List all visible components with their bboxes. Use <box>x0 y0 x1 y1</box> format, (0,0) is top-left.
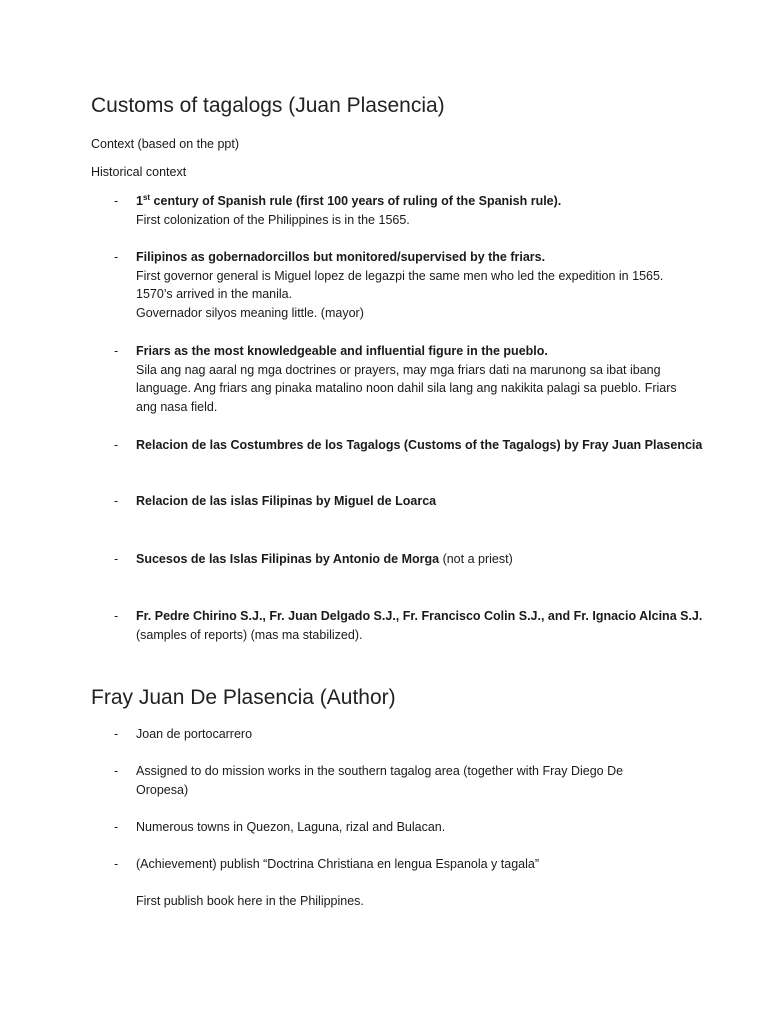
historical-context-label: Historical context <box>91 165 187 179</box>
section-title-author: Fray Juan De Plasencia (Author) <box>91 686 396 709</box>
item-heading-text: century of Spanish rule (first 100 years of ruling of the Spanish rule). <box>150 194 562 208</box>
bullet-dash: - <box>114 820 119 834</box>
item-heading: Friars as the most knowledgeable and influential figure in the pueblo. <box>136 344 548 358</box>
item-heading-bold: Sucesos de las Islas Filipinas by Antonio de Morga <box>136 552 440 566</box>
item-heading <box>136 192 711 211</box>
item-heading: Relacion de las islas Filipinas by Miguel de Loarca <box>136 494 437 508</box>
item-text: Assigned to do mission works in the southern tagalog area (together with Fray Diego De <box>136 764 624 778</box>
item-detail: Governador silyos meaning little. (mayor) <box>136 305 364 320</box>
bullet-dash: - <box>114 727 119 741</box>
bullet-dash: - <box>114 494 119 508</box>
bullet-dash: - <box>114 344 119 358</box>
item-text: Numerous towns in Quezon, Laguna, rizal and Bulacan. <box>136 820 446 834</box>
item-detail: (samples of reports) (mas ma stabilized). <box>136 627 363 642</box>
bullet-dash: - <box>114 764 119 778</box>
bullet-dash: - <box>114 552 119 566</box>
ordinal-number: 1 <box>136 194 143 208</box>
bullet-dash: - <box>114 438 119 452</box>
item-detail: language. Ang friars ang pinaka matalino noon dahil sila lang ang nakikita palagi sa pueblo. Friars <box>136 381 677 395</box>
item-heading <box>136 550 711 569</box>
item-heading: Filipinos as gobernadorcillos but monitored/supervised by the friars. <box>136 250 546 264</box>
bullet-dash: - <box>114 250 119 264</box>
item-heading: Fr. Pedre Chirino S.J., Fr. Juan Delgado S.J., Fr. Francisco Colin S.J., and Fr. Ignacio Alcina S.J. <box>136 609 703 623</box>
ordinal-suffix: st <box>142 192 151 202</box>
item-heading-note: (not a priest) <box>439 552 513 566</box>
item-detail: First governor general is Miguel lopez de legazpi the same men who led the expedition in 1565. <box>136 268 664 283</box>
section-title-customs: Customs of tagalogs (Juan Plasencia) <box>91 94 445 117</box>
item-text: Joan de portocarrero <box>136 727 253 741</box>
item-detail: First colonization of the Philippines is in the 1565. <box>136 212 410 227</box>
item-detail: ang nasa field. <box>136 399 218 414</box>
bullet-dash: - <box>114 194 119 208</box>
item-detail: 1570’s arrived in the manila. <box>136 287 293 301</box>
item-text: (Achievement) publish “Doctrina Christiana en lengua Espanola y tagala” <box>136 857 539 871</box>
item-text: Oropesa) <box>136 782 189 797</box>
item-note: First publish book here in the Philippines. <box>136 894 364 908</box>
bullet-dash: - <box>114 609 119 623</box>
context-label: Context (based on the ppt) <box>91 137 240 151</box>
item-detail: Sila ang nag aaral ng mga doctrines or prayers, may mga friars dati na marunong sa ibat ibang <box>136 362 661 377</box>
item-heading: Relacion de las Costumbres de los Tagalogs (Customs of the Tagalogs) by Fray Juan Plasencia <box>136 438 703 452</box>
bullet-dash: - <box>114 857 119 871</box>
